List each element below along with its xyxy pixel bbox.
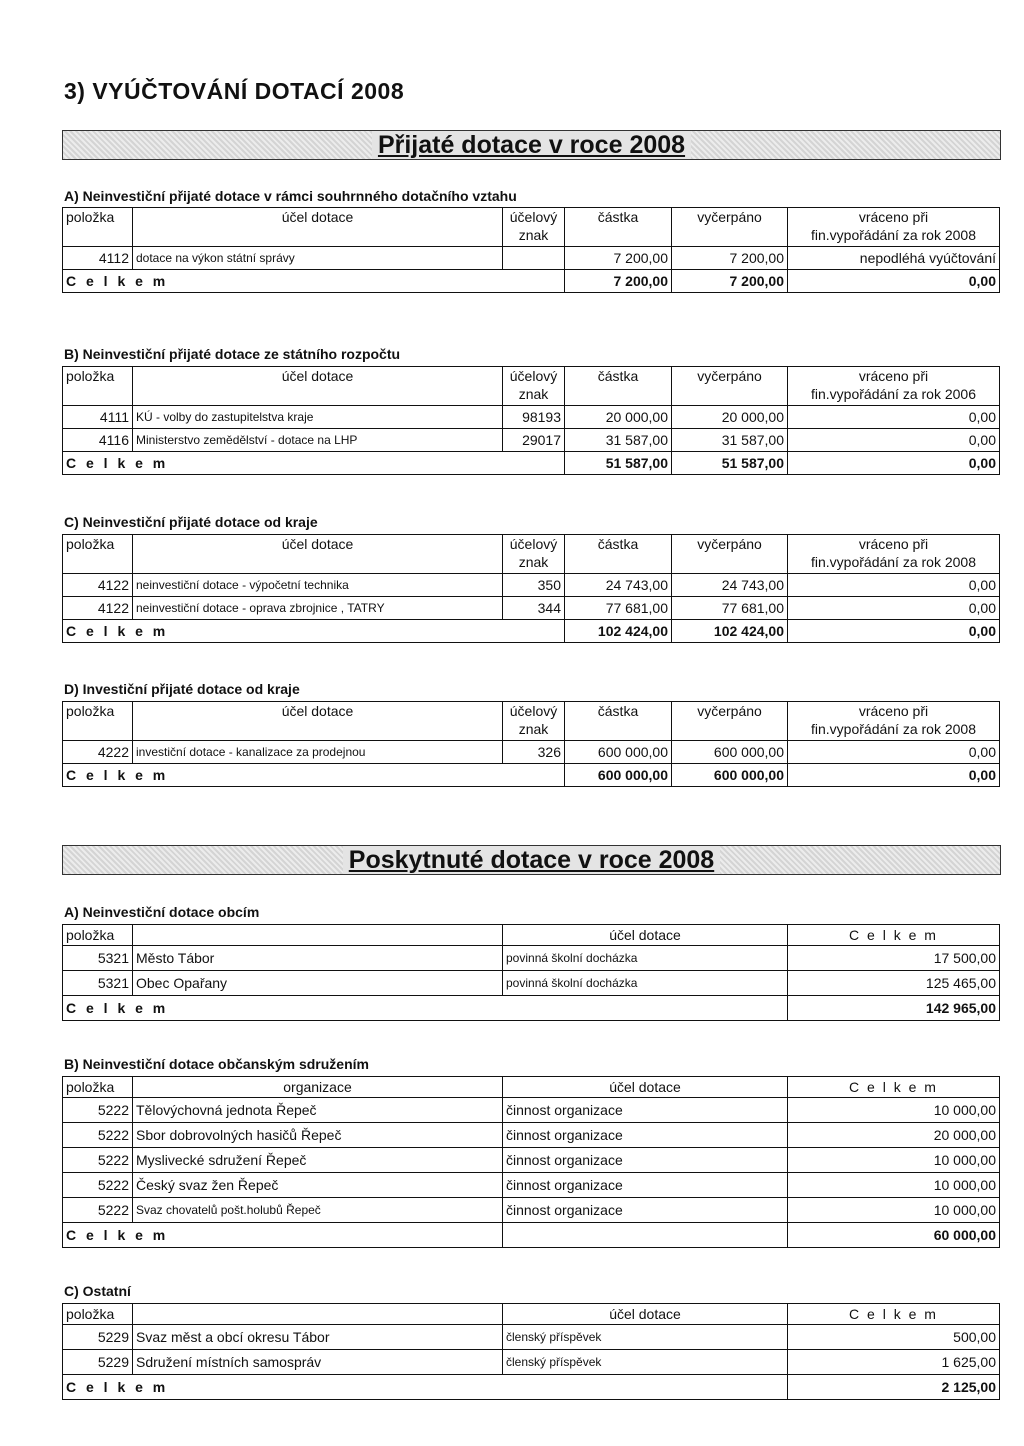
cell-polozka: 4116 <box>63 429 133 452</box>
cell-celkem: 1 625,00 <box>788 1350 1000 1375</box>
header-znak: účelový znak <box>503 535 565 574</box>
cell-ucel: členský příspěvek <box>503 1350 788 1375</box>
cell-ucel: investiční dotace - kanalizace za prodejnou <box>133 741 503 764</box>
cell-ucel: činnost organizace <box>503 1098 788 1123</box>
header-vraceno: vráceno při fin.vypořádání za rok 2006 <box>788 367 1000 406</box>
cell-celkem: 20 000,00 <box>788 1123 1000 1148</box>
total-vraceno: 0,00 <box>788 452 1000 475</box>
received-banner-text: Přijaté dotace v roce 2008 <box>372 131 691 159</box>
header-znak: účelový znak <box>503 702 565 741</box>
table-row <box>63 1173 1000 1198</box>
cell-celkem: 10 000,00 <box>788 1173 1000 1198</box>
header-celkem: C e l k e m <box>788 925 1000 946</box>
cell-celkem: 10 000,00 <box>788 1198 1000 1223</box>
total-label: C e l k e m <box>63 620 565 643</box>
header-organizace <box>133 925 503 946</box>
cell-vraceno: nepodléhá vyúčtování <box>788 247 1000 270</box>
total-label: C e l k e m <box>63 1223 503 1248</box>
table-header <box>63 367 1000 406</box>
cell-ucel: činnost organizace <box>503 1123 788 1148</box>
provided-b-table <box>62 1076 1000 1248</box>
header-polozka: položka <box>63 535 133 574</box>
total-vraceno: 0,00 <box>788 270 1000 293</box>
header-ucel: účel dotace <box>503 1304 788 1325</box>
total-celkem: 2 125,00 <box>788 1375 1000 1400</box>
header-castka: částka <box>565 367 672 406</box>
cell-ucel: členský příspěvek <box>503 1325 788 1350</box>
total-vraceno: 0,00 <box>788 764 1000 787</box>
table-row <box>63 574 1000 597</box>
cell-znak <box>503 247 565 270</box>
header-vycerpano: vyčerpáno <box>672 702 788 741</box>
cell-polozka: 5222 <box>63 1173 133 1198</box>
total-row <box>63 1223 1000 1248</box>
table-row <box>63 1350 1000 1375</box>
provided-b-title: B) Neinvestiční dotace občanským sdružením <box>64 1056 369 1072</box>
cell-vycerpano: 24 743,00 <box>672 574 788 597</box>
cell-organizace: Sbor dobrovolných hasičů Řepeč <box>133 1123 503 1148</box>
cell-polozka: 5222 <box>63 1098 133 1123</box>
cell-polozka: 5222 <box>63 1148 133 1173</box>
received-d-title: D) Investiční přijaté dotace od kraje <box>64 681 300 697</box>
cell-polozka: 4112 <box>63 247 133 270</box>
total-label: C e l k e m <box>63 1375 788 1400</box>
table-header <box>63 1304 1000 1325</box>
cell-celkem: 500,00 <box>788 1325 1000 1350</box>
total-celkem: 142 965,00 <box>788 996 1000 1021</box>
cell-vycerpano: 31 587,00 <box>672 429 788 452</box>
provided-c-table <box>62 1303 1000 1400</box>
cell-organizace: Svaz měst a obcí okresu Tábor <box>133 1325 503 1350</box>
header-ucel: účel dotace <box>133 535 503 574</box>
cell-castka: 7 200,00 <box>565 247 672 270</box>
total-empty <box>503 1223 788 1248</box>
cell-znak: 350 <box>503 574 565 597</box>
cell-polozka: 5222 <box>63 1123 133 1148</box>
header-polozka: položka <box>63 925 133 946</box>
header-castka: částka <box>565 702 672 741</box>
cell-vycerpano: 600 000,00 <box>672 741 788 764</box>
received-banner <box>62 130 1001 160</box>
total-vycerpano: 102 424,00 <box>672 620 788 643</box>
provided-c-title: C) Ostatní <box>64 1283 131 1299</box>
cell-vycerpano: 20 000,00 <box>672 406 788 429</box>
table-row <box>63 1325 1000 1350</box>
header-ucel: účel dotace <box>133 208 503 247</box>
table-row <box>63 597 1000 620</box>
total-celkem: 60 000,00 <box>788 1223 1000 1248</box>
page-title: 3) VYÚČTOVÁNÍ DOTACÍ 2008 <box>64 78 405 104</box>
total-label: C e l k e m <box>63 764 565 787</box>
cell-vraceno: 0,00 <box>788 597 1000 620</box>
cell-polozka: 5222 <box>63 1198 133 1223</box>
header-vraceno: vráceno při fin.vypořádání za rok 2008 <box>788 702 1000 741</box>
total-row <box>63 270 1000 293</box>
received-d-table <box>62 701 1000 787</box>
table-header <box>63 702 1000 741</box>
header-polozka: položka <box>63 208 133 247</box>
table-row <box>63 247 1000 270</box>
total-vycerpano: 51 587,00 <box>672 452 788 475</box>
received-a-table <box>62 207 1000 293</box>
cell-ucel: neinvestiční dotace - výpočetní technika <box>133 574 503 597</box>
cell-organizace: Myslivecké sdružení Řepeč <box>133 1148 503 1173</box>
cell-ucel: činnost organizace <box>503 1173 788 1198</box>
total-castka: 102 424,00 <box>565 620 672 643</box>
table-row <box>63 946 1000 971</box>
cell-ucel: povinná školní docházka <box>503 946 788 971</box>
header-vraceno: vráceno při fin.vypořádání za rok 2008 <box>788 535 1000 574</box>
header-vycerpano: vyčerpáno <box>672 535 788 574</box>
cell-organizace: Český svaz žen Řepeč <box>133 1173 503 1198</box>
table-row <box>63 1148 1000 1173</box>
total-label: C e l k e m <box>63 270 565 293</box>
cell-castka: 20 000,00 <box>565 406 672 429</box>
total-row <box>63 764 1000 787</box>
cell-polozka: 5321 <box>63 971 133 996</box>
table-header <box>63 925 1000 946</box>
cell-ucel: Ministerstvo zemědělství - dotace na LHP <box>133 429 503 452</box>
table-row <box>63 1098 1000 1123</box>
total-castka: 7 200,00 <box>565 270 672 293</box>
cell-znak: 344 <box>503 597 565 620</box>
table-row <box>63 406 1000 429</box>
table-row <box>63 429 1000 452</box>
table-header <box>63 535 1000 574</box>
total-row <box>63 1375 1000 1400</box>
total-row <box>63 996 1000 1021</box>
provided-banner <box>62 845 1001 875</box>
cell-organizace: Tělovýchovná jednota Řepeč <box>133 1098 503 1123</box>
table-header <box>63 208 1000 247</box>
header-ucel: účel dotace <box>133 367 503 406</box>
header-ucel: účel dotace <box>503 925 788 946</box>
header-ucel: účel dotace <box>133 702 503 741</box>
total-castka: 600 000,00 <box>565 764 672 787</box>
cell-castka: 600 000,00 <box>565 741 672 764</box>
received-b-table <box>62 366 1000 475</box>
cell-vraceno: 0,00 <box>788 406 1000 429</box>
header-celkem: C e l k e m <box>788 1304 1000 1325</box>
header-vycerpano: vyčerpáno <box>672 367 788 406</box>
provided-a-title: A) Neinvestiční dotace obcím <box>64 904 260 920</box>
total-label: C e l k e m <box>63 996 788 1021</box>
cell-celkem: 10 000,00 <box>788 1148 1000 1173</box>
header-znak: účelový znak <box>503 208 565 247</box>
cell-vycerpano: 77 681,00 <box>672 597 788 620</box>
received-c-table <box>62 534 1000 643</box>
received-b-title: B) Neinvestiční přijaté dotace ze státního rozpočtu <box>64 346 401 362</box>
table-header <box>63 1077 1000 1098</box>
cell-organizace: Sdružení místních samospráv <box>133 1350 503 1375</box>
header-vycerpano: vyčerpáno <box>672 208 788 247</box>
total-castka: 51 587,00 <box>565 452 672 475</box>
header-vraceno: vráceno při fin.vypořádání za rok 2008 <box>788 208 1000 247</box>
header-znak: účelový znak <box>503 367 565 406</box>
cell-ucel: povinná školní docházka <box>503 971 788 996</box>
header-castka: částka <box>565 208 672 247</box>
header-polozka: položka <box>63 1304 133 1325</box>
total-vycerpano: 7 200,00 <box>672 270 788 293</box>
header-ucel: účel dotace <box>503 1077 788 1098</box>
cell-ucel: činnost organizace <box>503 1148 788 1173</box>
cell-polozka: 4111 <box>63 406 133 429</box>
cell-celkem: 10 000,00 <box>788 1098 1000 1123</box>
total-row <box>63 620 1000 643</box>
cell-polozka: 5229 <box>63 1350 133 1375</box>
cell-znak: 98193 <box>503 406 565 429</box>
cell-castka: 31 587,00 <box>565 429 672 452</box>
cell-polozka: 4122 <box>63 597 133 620</box>
header-castka: částka <box>565 535 672 574</box>
cell-vraceno: 0,00 <box>788 741 1000 764</box>
cell-znak: 29017 <box>503 429 565 452</box>
cell-organizace: Svaz chovatelů pošt.holubů Řepeč <box>133 1198 503 1223</box>
cell-vraceno: 0,00 <box>788 429 1000 452</box>
cell-vraceno: 0,00 <box>788 574 1000 597</box>
cell-vycerpano: 7 200,00 <box>672 247 788 270</box>
total-row <box>63 452 1000 475</box>
received-a-title: A) Neinvestiční přijaté dotace v rámci souhrnného dotačního vztahu <box>64 188 517 204</box>
provided-a-table <box>62 924 1000 1021</box>
table-row <box>63 1198 1000 1223</box>
total-vycerpano: 600 000,00 <box>672 764 788 787</box>
cell-ucel: dotace na výkon státní správy <box>133 247 503 270</box>
table-row <box>63 1123 1000 1148</box>
header-polozka: položka <box>63 702 133 741</box>
cell-ucel: činnost organizace <box>503 1198 788 1223</box>
cell-polozka: 4222 <box>63 741 133 764</box>
received-c-title: C) Neinvestiční přijaté dotace od kraje <box>64 514 318 530</box>
total-label: C e l k e m <box>63 452 565 475</box>
total-vraceno: 0,00 <box>788 620 1000 643</box>
cell-polozka: 4122 <box>63 574 133 597</box>
cell-organizace: Obec Opařany <box>133 971 503 996</box>
header-polozka: položka <box>63 367 133 406</box>
table-row <box>63 741 1000 764</box>
cell-polozka: 5229 <box>63 1325 133 1350</box>
cell-castka: 24 743,00 <box>565 574 672 597</box>
cell-celkem: 125 465,00 <box>788 971 1000 996</box>
cell-ucel: neinvestiční dotace - oprava zbrojnice , TATRY <box>133 597 503 620</box>
header-organizace: organizace <box>133 1077 503 1098</box>
header-polozka: položka <box>63 1077 133 1098</box>
cell-polozka: 5321 <box>63 946 133 971</box>
header-organizace <box>133 1304 503 1325</box>
cell-znak: 326 <box>503 741 565 764</box>
header-celkem: C e l k e m <box>788 1077 1000 1098</box>
cell-castka: 77 681,00 <box>565 597 672 620</box>
cell-celkem: 17 500,00 <box>788 946 1000 971</box>
table-row <box>63 971 1000 996</box>
cell-organizace: Město Tábor <box>133 946 503 971</box>
provided-banner-text: Poskytnuté dotace v roce 2008 <box>343 846 720 874</box>
cell-ucel: KÚ - volby do zastupitelstva kraje <box>133 406 503 429</box>
